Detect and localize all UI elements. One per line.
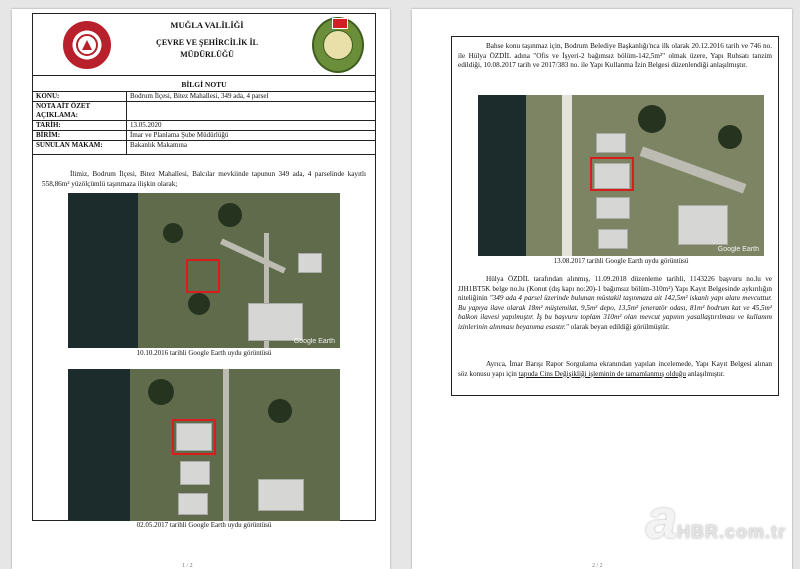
summary-value xyxy=(127,102,376,121)
google-earth-watermark: Google Earth xyxy=(293,338,335,345)
subject-value: Bodrum İlçesi, Bitez Mahallesi, 349 ada, 4 parsel xyxy=(127,92,376,102)
parcel-marker xyxy=(590,157,634,191)
info-note-title: BİLGİ NOTU xyxy=(181,80,227,89)
date-label: TARİH: xyxy=(33,121,127,131)
registration-text-end: olarak beyan edildiği görülmüştür. xyxy=(568,322,670,331)
document-page-1 xyxy=(12,9,390,569)
date-value: 13.05.2020 xyxy=(127,121,376,131)
unit-label: BİRİM: xyxy=(33,131,127,141)
governorship-seal-logo xyxy=(312,17,364,73)
image3-caption: 13.08.2017 tarihli Google Earth uydu görüntüsü xyxy=(553,257,689,265)
document-page-2 xyxy=(412,9,792,569)
letterhead-title xyxy=(127,19,287,61)
letterhead xyxy=(32,13,376,76)
info-table xyxy=(32,91,376,155)
ministry-logo xyxy=(63,21,111,69)
site-watermark xyxy=(645,487,786,550)
page-number: 2 / 2 xyxy=(592,563,603,569)
subject-label: KONU: xyxy=(33,92,127,102)
conclusion-text-end: anlaşılmıştır. xyxy=(685,369,725,378)
permit-paragraph: Bahse konu taşınmaz için, Bodrum Belediye Başkanlığı'nca ilk olarak 20.12.2016 tarih ve 746 no. ile Hülya ÖZDİL adına "Ofis ve İşyeri-2 bağımsız bölüm-142,5m²" olmak üzere, Yapı Ruhsatı tanzim edildiği, 10.08.2017 tarih ve 2017/383 no. ile Yapı Kullanma İzin Belgesi düzenlendiği anlaşılmıştır. xyxy=(458,42,772,70)
table-row xyxy=(33,131,376,141)
directorate-name-line1: ÇEVRE VE ŞEHİRCİLİK İL xyxy=(156,38,258,47)
intro-paragraph: İlimiz, Bodrum İlçesi, Bitez Mahallesi, Balcılar mevkiinde tapunun 349 ada, 4 parselinde kayıtlı 558,86m² yüzölçümlü taşınmaza ilişkin olarak; xyxy=(42,170,366,188)
satellite-image-2016 xyxy=(68,193,340,348)
conclusion-text: Ayrıca, İmar Barışı Rapor Sorgulama ekranından yapılan incelemede, Yapı Kayıt Belgesi alınan söz konusu yapı için xyxy=(458,360,772,378)
conclusion-paragraph xyxy=(458,360,772,379)
conclusion-underlined: tapuda Cins Değişikliği işleminin de tamamlanmış olduğu xyxy=(518,369,686,378)
governorship-name: MUĞLA VALİLİĞİ xyxy=(170,20,244,30)
satellite-image-2017-august xyxy=(478,95,764,256)
declaration-quote: "349 ada 4 parsel üzerinde bulunan müstakil taşınmaza ait 142,5m² iskanlı yapı alanı mevcuttur. Bu yapıya ilave olarak 18m² müştemilat, 9,5m² depo, 13,5m² jeneratör odası, 81m² bodrum kat ve 45,5m² balkon ilavesi yapılmıştır. İş bu başvuru toplam 310m² olan mevcut yapının yasallaştırılması ve kullanım izinlerinin alınması beyanıma esastır." xyxy=(458,294,773,331)
google-earth-watermark: Google Earth xyxy=(717,246,759,253)
table-row xyxy=(33,121,376,131)
turkish-flag-icon xyxy=(332,18,348,29)
table-row xyxy=(33,102,376,121)
unit-value: İmar ve Planlama Şube Müdürlüğü xyxy=(127,131,376,141)
registration-text: Hülya ÖZDİL tarafından alınmış, 11.09.2018 düzenleme tarihli, 1143226 başvuru no.lu ve JJH1BT5K belge no.lu (Konut (dış kapı no:20)-1 bağımsız bölüm-310m²) Yapı Kayıt Belgesinde aykırılığın niteliğinin xyxy=(458,275,772,303)
registration-paragraph xyxy=(458,275,772,333)
recipient-label: SUNULAN MAKAM: xyxy=(33,141,127,155)
image1-caption: 10.10.2016 tarihli Google Earth uydu görüntüsü xyxy=(136,349,272,357)
page-number: 1 / 2 xyxy=(182,563,193,569)
summary-label: NOTA AİT ÖZET AÇIKLAMA: xyxy=(33,102,127,121)
recipient-value: Bakanlık Makamına xyxy=(127,141,376,155)
directorate-name-line2: MÜDÜRLÜĞÜ xyxy=(180,50,234,59)
parcel-marker xyxy=(172,419,216,455)
table-row xyxy=(33,92,376,102)
table-row xyxy=(33,141,376,155)
watermark-text: HBR.com.tr xyxy=(676,522,786,542)
image2-caption: 02.05.2017 tarihli Google Earth uydu görüntüsü xyxy=(136,521,272,529)
parcel-marker xyxy=(186,259,220,293)
satellite-image-2017-may xyxy=(68,369,340,521)
watermark-logo-letter: a xyxy=(645,487,677,550)
